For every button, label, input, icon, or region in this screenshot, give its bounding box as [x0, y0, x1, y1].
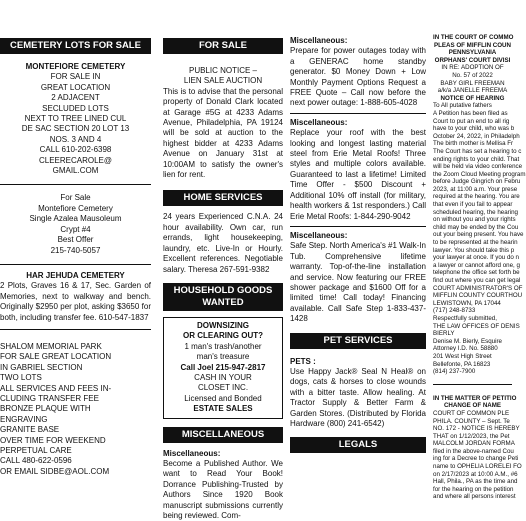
text-line: PUBLIC NOTICE – [188, 66, 257, 75]
text-line: FOR SALE GREAT LOCATION [0, 352, 112, 362]
text-line: have to your child, who was b [433, 125, 515, 133]
misc-title: Miscellaneous: [290, 230, 348, 240]
text-line: Montefiore Cemetery [38, 203, 113, 213]
text-line: ing for a Decree to change Peti [433, 455, 519, 463]
text-line: GMAIL.COM [52, 166, 99, 176]
text-line: Best Offer [57, 235, 94, 245]
text-line: the Zoom Cloud Meeting program [433, 170, 526, 178]
text-line: SECLUDED LOTS [42, 103, 109, 113]
column-legals [433, 0, 526, 501]
legal-notice-adoption [433, 34, 526, 376]
text-line: FOR SALE IN [50, 72, 101, 82]
text-line: 2 ADJACENT [51, 93, 100, 103]
text-line: Single Azalea Mausoleum [29, 214, 122, 224]
section-header-cemetery: CEMETERY LOTS FOR SALE [0, 38, 151, 54]
text-line: 201 West High Street [433, 352, 492, 360]
text-line: Hall, Phila., PA as the time and [433, 478, 518, 486]
text-line: scheduled hearing, the hearing [433, 208, 518, 216]
divider [433, 384, 512, 385]
text-line: OR CLEARING OUT? [183, 331, 263, 341]
section-header-legals: LEGALS [290, 437, 426, 453]
text-line: October 24, 2022, in Philadelph [433, 132, 520, 140]
text-line: for the hearing on the petition [433, 485, 514, 493]
text-line: find out where you can get legal [433, 277, 521, 284]
divider [290, 113, 426, 114]
divider [290, 226, 426, 227]
ad-title: HAR JEHUDA CEMETERY [26, 270, 125, 280]
text-line: DE SAC SECTION 20 LOT 13 [21, 124, 130, 134]
text-line: IN THE COURT OF COMMO [433, 34, 514, 41]
text-line: Crypt #4 [60, 224, 91, 234]
section-header-miscellaneous: MISCELLANEOUS [163, 427, 283, 443]
text-line: CHANGE OF NAME [443, 402, 502, 410]
divider [0, 184, 151, 185]
misc-title: Miscellaneous: [290, 117, 348, 127]
text-line: THAT on 1/12/2023, the Pet [433, 432, 510, 440]
text-line: to be represented at the hearin [433, 239, 518, 247]
misc-roof-text: Replace your roof with the best looking and longest lasting material steel from Erie Metal Roofs! Three styles and multiple colors available. Guaranteed to last a lifetime! Limited Time Offer - $500 Discount + Additional 10% off install (for military, health workers & 1st responders.) Call Erie Metal Roofs: 1-844-290-9042 [290, 128, 426, 221]
text-line: COURT ADMINISTRATOR'S OF [433, 284, 523, 292]
text-line: 1 man's trash/another [184, 341, 262, 351]
text-line: OVER TIME FOR WEEKEND [0, 435, 106, 445]
text-line: GREAT LOCATION [40, 82, 111, 92]
text-line: man's treasure [196, 352, 250, 362]
text-line: NO. 172 - NOTICE IS HEREBY [433, 425, 520, 433]
ad-title: MONTEFIORE CEMETERY [25, 62, 126, 71]
text-line: and where all persons interest [433, 493, 516, 501]
text-line: SHALOM MEMORIAL PARK [0, 341, 102, 351]
text-line: name to OPHELIA LORELEI FO [433, 463, 522, 471]
text-line: PENNSYLVANIA [448, 49, 497, 57]
misc-author-text: Become a Published Author. We want to Read Your Book! Dorrance Publishing-Trusted by Authors Since 1920 Book manuscript submissions currently being reviewed. Com- [163, 458, 283, 520]
text-line: 2023, at 11:00 a.m. Your prese [433, 185, 518, 193]
section-header-household-goods: HOUSEHOLD GOODS WANTED [163, 283, 283, 311]
text-line: CASH IN YOUR [194, 372, 252, 382]
downsizing-ad-box [163, 317, 283, 419]
home-services-text: 24 years Experienced C.N.A. 24 hour availability. Own car, run errands, light housekeeping, laundry, etc. Live-In or Hourly. Excellent references. Negotiable salary. Theresa 267-591-9382 [163, 212, 283, 274]
text-line: MALCOLM JORDAN FORMA [433, 440, 515, 448]
text-line: CLOSET INC. [197, 383, 249, 393]
text-line: Denise M. Bierly, Esquire [433, 337, 503, 345]
text-line: TWO LOTS [0, 373, 42, 383]
section-header-pet-services: PET SERVICES [290, 333, 426, 349]
ad-montefiore-mausoleum [0, 193, 151, 255]
text-line: child may be ended by the Cou [433, 223, 519, 231]
text-line: required at the hearing. You are [433, 193, 520, 201]
text-line: on 2/17/2023 at 10:00 A.M., #6 [433, 470, 518, 478]
text-line: 215-740-5057 [50, 245, 101, 255]
text-line: THE LAW OFFICES OF DENIS [433, 322, 520, 330]
ad-har-jehuda-text: 2 Plots, Graves 16 & 17, Sec. Garden of Memories, next to walkway and bench. Originally $2950 per plot, asking $3650 for both, including transfer fee. 610-547-1837 [0, 281, 151, 322]
text-line: CALL 610-202-6398 [39, 145, 112, 155]
text-line: The birth mother is Mellisa Fr [433, 140, 514, 148]
text-line: IN THE MATTER OF PETITIO [433, 394, 517, 402]
text-line: No. 57 of 2022 [452, 71, 493, 79]
text-line: For Sale [60, 193, 91, 203]
text-line: NOTICE OF HEARING [440, 94, 505, 102]
text-line: Licensed and Bonded [184, 393, 262, 403]
section-header-home-services: HOME SERVICES [163, 190, 283, 206]
text-line: (814) 237-7900 [433, 368, 476, 376]
text-line: before Judge Gingrich on Febru [433, 178, 521, 186]
text-line: your lawyer at once. If you do n [433, 254, 519, 262]
text-line: on without you and your rights [433, 216, 516, 224]
text-line: IN GABRIEL SECTION [0, 362, 83, 372]
text-line: telephone the office set forth be [433, 269, 520, 277]
misc-title: Miscellaneous: [163, 448, 221, 458]
text-line: ENGRAVING [0, 414, 48, 424]
text-line: To All putative fathers [433, 102, 492, 110]
text-line: Attorney I.D. No. 58880 [433, 345, 498, 353]
text-line: a/k/a JANELLE FREEMA [437, 87, 508, 95]
text-line: ORPHANS' COURT DIVISI [434, 56, 511, 64]
misc-generac-text: Prepare for power outages today with a GENERAC home standby generator. $0 Money Down + Low Monthly Payment Options Request a FREE Quote – Call now before the next power outage: 1-888-605-4028 [290, 46, 426, 108]
column-cemetery [0, 0, 151, 477]
text-line: PHILA. COUNTY – Sept. Te [433, 417, 510, 425]
text-line: A Petition has been filed as [433, 109, 508, 117]
text-line: Bellefonte, PA 16823 [433, 360, 491, 368]
text-line: GRANITE BASE [0, 425, 60, 435]
text-line: IN RE: ADOPTION OF [441, 64, 504, 72]
lien-sale-text: This is to advise that the personal property of Donald Clark located at Garage #5G at 4233 Adams Avenue, Philadelphia, PA 19124 will be sold at auction to the highest bidder at 4233 Adams Avenue on January 31st at 10:00AM to satisfy the owner's lien for rent. [163, 86, 283, 180]
text-line: ESTATE SALES [193, 404, 253, 414]
misc-safe-step-text: Safe Step. North America's #1 Walk-In Tub. Comprehensive lifetime warranty. Top-of-the-line installation and service. Now featuring our FREE shower package and $1600 Off for a limited time! Call today! Financing available. Call Safe Step 1-833-437-1428 [290, 241, 426, 324]
text-line: BABY GIRL FREEMAN [440, 79, 505, 87]
text-line: DOWNSIZING [197, 320, 249, 330]
ad-montefiore-lots [0, 72, 151, 176]
text-line: PLEAS OF MIFFLIN COUN [434, 41, 511, 49]
text-line: COURT OF COMMON PLE [433, 409, 510, 417]
text-line: filed in the above-named Cou [433, 447, 514, 455]
text-line: The Court has set a hearing to c [433, 147, 522, 155]
text-line: out your being present. You have [433, 231, 524, 239]
text-line: PERPETUAL CARE [0, 446, 72, 455]
text-line: MIFFLIN COUNTY COURTHOU [433, 292, 523, 300]
text-line: ALL SERVICES AND FEES IN- [0, 383, 112, 393]
pets-title: PETS : [290, 356, 316, 366]
text-line: LEWISTOWN, PA 17044 [433, 299, 501, 307]
text-line: CLEERECAROLE@ [38, 155, 113, 165]
column-for-sale [163, 0, 283, 521]
text-line: BIERLY [433, 330, 455, 338]
misc-title: Miscellaneous: [290, 36, 348, 45]
text-line: LIEN SALE AUCTION [183, 76, 263, 86]
column-miscellaneous [290, 0, 426, 453]
divider [0, 264, 151, 265]
text-line: (717) 248-8733 [433, 307, 476, 315]
pets-text: Use Happy Jack® Seal N Heal® on dogs, cats & horses to close wounds with a bitter taste. Allow healing. At Tractor Supply & Better Farm & Garden Stores. (Distributed by Florida Hardware (800) 241-6542) [290, 366, 426, 428]
text-line: CLUDING TRANSFER FEE [0, 393, 99, 403]
divider [0, 329, 151, 330]
text-line: that even if you fail to appear [433, 201, 513, 209]
text-line: lawyer. You should take this p [433, 246, 515, 254]
text-line: CALL 480-622-0596 [0, 456, 72, 466]
text-line: BRONZE PLAQUE WITH [0, 404, 91, 414]
lien-sale-heading [163, 66, 283, 87]
section-header-for-sale: FOR SALE [163, 38, 283, 54]
text-line: Respectfully submitted, [433, 314, 497, 322]
text-line: Court to put an end to all rig [433, 117, 510, 125]
legal-notice-name-change [433, 394, 522, 501]
text-line: NEXT TO TREE LINED CUL [24, 114, 127, 124]
ad-shalom-memorial [0, 342, 151, 477]
text-line: will be held via video conference [433, 163, 523, 171]
text-line: ending rights to your child. That [433, 155, 520, 163]
text-line: OR EMAIL SIDBE@AOL.COM [0, 466, 110, 476]
text-line: a lawyer or cannot afford one, g [433, 261, 520, 269]
text-line: Call Joel 215-947-2817 [180, 362, 266, 372]
text-line: NOS. 3 AND 4 [49, 134, 102, 144]
